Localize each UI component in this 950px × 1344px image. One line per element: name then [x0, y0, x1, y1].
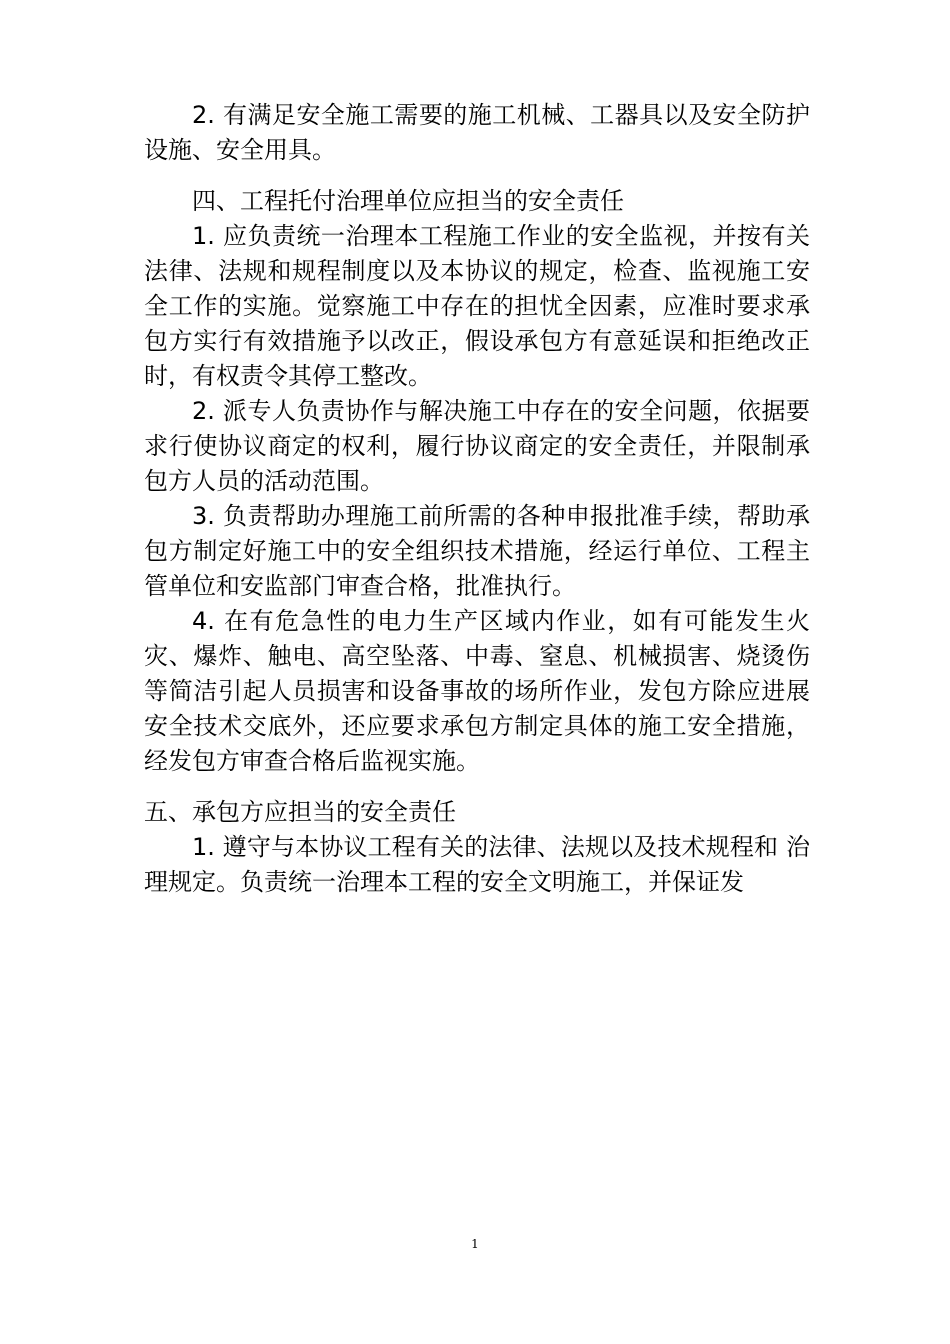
document-body	[144, 98, 810, 900]
page-number: 1	[471, 1237, 479, 1251]
paragraph-section-four-item-1: 1. 应负责统一治理本工程施工作业的安全监视，并按有关法律、法规和规程制度以及本协议的规定，检查、监视施工安全工作的实施。觉察施工中存在的担忧全因素，应准时要求承包方实行有效措施予以改正，假设承包方有意延误和拒绝改正时，有权责令其停工整改。	[144, 222, 810, 390]
paragraph-section-four-item-4: 4. 在有危急性的电力生产区域内作业，如有可能发生火灾、爆炸、触电、高空坠落、中毒、窒息、机械损害、烧烫伤等简洁引起人员损害和设备事故的场所作业，发包方除应进展安全技术交底外，还应要求承包方制定具体的施工安全措施，经发包方审查合格后监视实施。	[144, 607, 810, 775]
paragraph-section-four-item-3: 3. 负责帮助办理施工前所需的各种申报批准手续，帮助承包方制定好施工中的安全组织技术措施，经运行单位、工程主管单位和安监部门审查合格，批准执行。	[144, 502, 810, 600]
paragraph-item-2-equipment: 2. 有满足安全施工需要的施工机械、工器具以及安全防护设施、安全用具。	[144, 101, 810, 164]
paragraph-section-five-item-1: 1. 遵守与本协议工程有关的法律、法规以及技术规程和 治理规定。负责统一治理本工程的安全文明施工，并保证发	[144, 833, 810, 896]
paragraph-section-four-item-2: 2. 派专人负责协作与解决施工中存在的安全问题，依据要求行使协议商定的权利，履行协议商定的安全责任，并限制承包方人员的活动范围。	[144, 397, 810, 495]
section-heading-four: 四、工程托付治理单位应担当的安全责任	[192, 187, 624, 215]
section-heading-five: 五、承包方应担当的安全责任	[144, 798, 456, 826]
